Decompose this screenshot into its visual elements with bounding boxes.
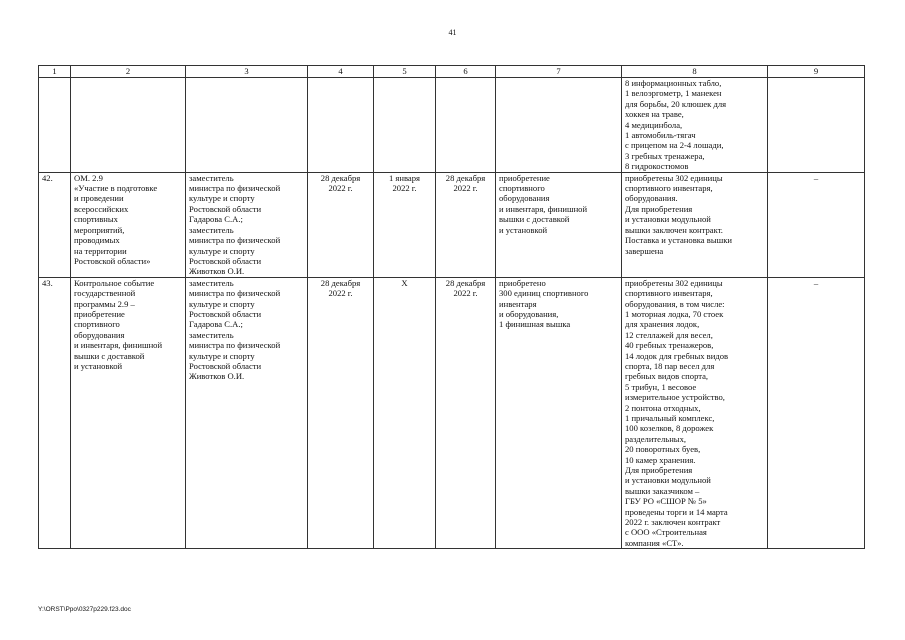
cell-line: 1 велоэргометр, 1 манекен (625, 88, 722, 99)
cell-line: 28 декабря (320, 277, 361, 288)
cell-line: 8 информационных табло, (625, 78, 722, 88)
cell-line: 100 козелков, 8 дорожек (625, 423, 714, 434)
cell-line: культуре и спорту (189, 298, 255, 309)
cell-line: Поставка и установка вышки (625, 235, 732, 246)
cell-line: государственной (74, 288, 136, 299)
column-header: 9 (768, 66, 865, 78)
cell-line: культуре и спорту (189, 193, 255, 204)
cell-line: разделительных, (625, 433, 687, 444)
cell-line: культуре и спорту (189, 245, 255, 256)
cell-line: Ростовской области (189, 308, 262, 319)
cell-line: министра по физической (189, 288, 281, 299)
cell-line: 2022 г. заключен контракт (625, 517, 721, 528)
cell-line: ОМ. 2.9 (74, 172, 103, 183)
cell-line: 2022 г. (328, 288, 353, 299)
cell-line: 1 января (388, 172, 420, 183)
cell-line: 2022 г. (392, 183, 417, 194)
header-row (39, 66, 865, 78)
cell-line: приобретены 302 единицы (625, 172, 723, 183)
cell-line: с ООО «Строительная (625, 527, 707, 538)
cell-line: 28 декабря (320, 172, 361, 183)
cell-line: 28 декабря (445, 172, 486, 183)
cell-reasons: – (768, 172, 865, 277)
column-header: 4 (308, 66, 374, 78)
cell-line: на территории (74, 245, 127, 256)
cell-line: с прицепом на 2-4 лошади, (625, 140, 724, 151)
cell-line: 14 лодок для гребных видов (625, 350, 729, 361)
cell-number: 42. (39, 172, 71, 277)
cell-line: 2022 г. (453, 288, 478, 299)
cell-expected-result (496, 172, 622, 277)
page-number: 41 (448, 28, 457, 37)
cell-line: 28 декабря (445, 277, 486, 288)
cell-line: и установкой (74, 360, 123, 371)
cell-line: оборудования (74, 329, 125, 340)
cell-line: программы 2.9 – (74, 298, 135, 309)
cell-line: 2022 г. (453, 183, 478, 194)
cell-line: Животков О.И. (189, 371, 245, 382)
cell-line: Гадарова С.А.; (189, 319, 243, 330)
cell-line: Гадарова С.А.; (189, 214, 243, 225)
column-header: 6 (436, 66, 496, 78)
cell-number: 43. (39, 277, 71, 549)
cell-line: 40 гребных тренажеров, (625, 340, 714, 351)
cell-line: 8 гидрокостюмов (625, 161, 689, 172)
cell-line: и оборудования, (499, 308, 559, 319)
cell-line: оборудования (499, 193, 550, 204)
cell-line: проводимых (74, 235, 120, 246)
report-table (38, 65, 865, 549)
cell-line: Ростовской области (189, 360, 262, 371)
cell-line: Х (401, 277, 408, 288)
cell-line: культуре и спорту (189, 350, 255, 361)
cell-line: 12 стеллажей для весел, (625, 329, 713, 340)
table-row-43 (39, 277, 865, 549)
cell-line: 1 моторная лодка, 70 стоек (625, 308, 724, 319)
cell-planned-date (308, 172, 374, 277)
cell-start-date (374, 277, 436, 549)
cell-line: вышки с доставкой (74, 350, 145, 361)
cell-line: 3 гребных тренажера, (625, 150, 705, 161)
cell-line: и установкой (499, 224, 548, 235)
cell-line: 2 понтона отходных, (625, 402, 701, 413)
cell-line: заместитель (189, 224, 234, 235)
cell-line: мероприятий, (74, 224, 125, 235)
cell-line: приобретены 302 единицы (625, 277, 723, 288)
cell-line: и инвентаря, финишной (74, 340, 163, 351)
cell-line: 20 поворотных буев, (625, 444, 701, 455)
cell-line: проведены торги и 14 марта (625, 506, 728, 517)
cell-line: ГБУ РО «СШОР № 5» (625, 496, 707, 507)
cell-line: вышки с доставкой (499, 214, 570, 225)
column-header: 3 (186, 66, 308, 78)
cell-line: спортивного инвентаря, (625, 183, 713, 194)
cell-line: заместитель (189, 172, 234, 183)
cell-line: министра по физической (189, 183, 281, 194)
cell-line: и установки модульной (625, 475, 711, 486)
cell-line: Ростовской области» (74, 255, 151, 266)
cell-line: всероссийских (74, 203, 129, 214)
cell-line: вышки заключен контракт. (625, 224, 723, 235)
cell-line: спорта, 18 пар весел для (625, 360, 715, 371)
cell-actual-result (622, 172, 768, 277)
cell-line: министра по физической (189, 235, 281, 246)
column-header: 7 (496, 66, 622, 78)
cell-line: оборудования, в том числе: (625, 298, 725, 309)
cell-line: Животков О.И. (189, 266, 245, 277)
cell-line: Для приобретения (625, 465, 693, 476)
cell-start-date (374, 172, 436, 277)
cell-line: хоккея на траве, (625, 109, 684, 120)
column-header: 5 (374, 66, 436, 78)
cell-line: компания «СТ». (625, 537, 684, 548)
cell-line: приобретение (499, 172, 550, 183)
cell-line: Ростовской области (189, 255, 262, 266)
cell-expected-result (496, 277, 622, 549)
cell-line: министра по физической (189, 340, 281, 351)
cell-end-date (436, 277, 496, 549)
cell-line: завершена (625, 245, 664, 256)
cell-line: вышки заказчиком – (625, 485, 700, 496)
table-row-continuation (39, 78, 865, 173)
cell-line: 5 трибун, 1 весовое (625, 381, 697, 392)
column-header: 1 (39, 66, 71, 78)
cell-line: измерительное устройство, (625, 392, 725, 403)
cell-line: спортивного (499, 183, 545, 194)
cell-line: спортивного (74, 319, 120, 330)
cell-line: Для приобретения (625, 203, 693, 214)
cell-event-name (71, 172, 186, 277)
cell-line: 1 причальный комплекс, (625, 413, 715, 423)
cell-actual-result (622, 277, 768, 549)
cell-line: и установки модульной (625, 214, 711, 225)
cell-line: спортивного инвентаря, (625, 288, 713, 299)
cell-line: гребных видов спорта, (625, 371, 709, 382)
cell-responsible (186, 277, 308, 549)
cell-line: приобретено (499, 277, 546, 288)
cell-line: приобретение (74, 308, 125, 319)
cell-event-name (71, 277, 186, 549)
cell-result (622, 78, 768, 173)
cell-line: «Участие в подготовке (74, 183, 158, 194)
column-header: 2 (71, 66, 186, 78)
cell-line: заместитель (189, 277, 234, 288)
cell-line: 2022 г. (328, 183, 353, 194)
cell-responsible (186, 172, 308, 277)
cell-line: спортивных (74, 214, 118, 225)
cell-line: Ростовской области (189, 203, 262, 214)
cell-line: для борьбы, 20 клюшек для (625, 98, 727, 109)
cell-line: и инвентаря, финишной (499, 203, 588, 214)
cell-line: и проведении (74, 193, 124, 204)
cell-end-date (436, 172, 496, 277)
cell-line: заместитель (189, 329, 234, 340)
cell-line: 1 автомобиль-тягач (625, 130, 696, 141)
cell-line: 4 медицинбола, (625, 119, 683, 130)
cell-line: Контрольное событие (74, 277, 155, 288)
cell-line: для хранения лодок, (625, 319, 700, 330)
table-row-42 (39, 172, 865, 277)
cell-planned-date (308, 277, 374, 549)
cell-line: 300 единиц спортивного (499, 288, 589, 299)
footer-file-path: Y:\ORST\Ppo\0327p229.f23.doc (38, 606, 131, 613)
column-header: 8 (622, 66, 768, 78)
cell-line: 10 камер хранения. (625, 454, 696, 465)
cell-line: инвентаря (499, 298, 537, 309)
cell-reasons: – (768, 277, 865, 549)
cell-line: 1 финишная вышка (499, 319, 571, 330)
cell-line: оборудования. (625, 193, 678, 204)
